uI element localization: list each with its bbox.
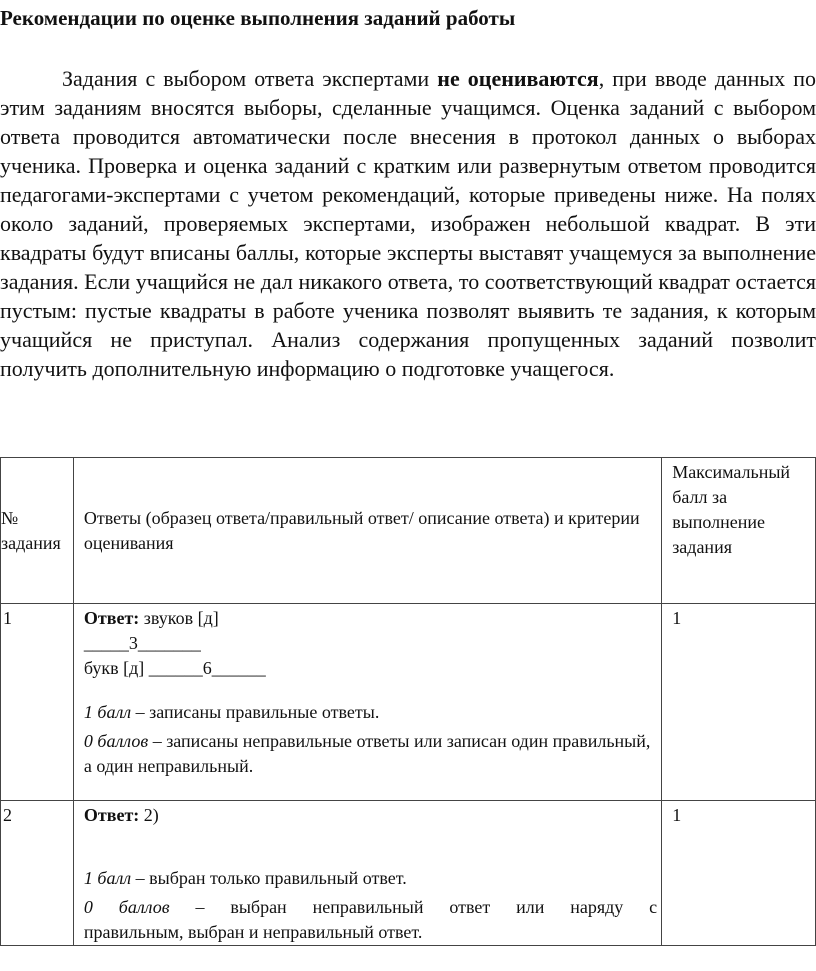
row-num-cell [1,604,74,801]
header-max-cell [662,458,816,604]
criterion-2-score: 0 баллов [83,897,170,917]
row-max-cell [662,604,816,801]
answer-line-3: букв [д] ______6______ [83,658,266,678]
criterion-1-score: 1 балл [83,702,132,722]
table-row [1,604,816,801]
row-num: 2 [3,805,12,825]
row-answer-cell [73,801,661,946]
header-answers-cell [73,458,661,604]
page-title: Рекомендации по оценке выполнения заданий работы [0,6,516,30]
criterion-2 [84,891,657,920]
row-max-score: 1 [672,805,682,825]
criteria-table [0,457,816,946]
answer-line-2: _____3_______ [83,633,201,653]
criterion-2 [84,725,657,779]
table-row [1,801,816,946]
row-answer-cell [73,604,661,801]
header-answers-label: Ответы (образец ответа/правильный ответ/ описание ответа) и критерии оценивания [83,507,640,553]
answer-line [84,803,657,828]
intro-text-1: Задания с выбором ответа экспертами [62,66,438,91]
header-num-label: задания [1,532,61,553]
answer-value: звуков [д] [139,608,219,628]
row-num: 1 [3,608,12,628]
intro-text-2: , при вводе данных по этим заданиям вносятся выборы, сделанные учащимся. Оценка заданий с выбором ответа проводится автоматически после внесения в протокол данных о выборах ученика. Проверка и оценка заданий с кратким или развернутым ответом проводится педагогами-экспертами с учетом рекомендаций, которые приведены ниже. На полях около заданий, проверяемых экспертами, изображен небольшой квадрат. В эти квадраты будут вписаны баллы, которые эксперты выставят учащемуся за выполнение задания. Если учащийся не дал никакого ответа, то соответствующий квадрат остается пустым: пустые квадраты в работе ученика позволят выявить те задания, к которым учащийся не приступал. Анализ содержания пропущенных заданий позволит получить дополнительную информацию о подготовке учащегося. [0,66,816,381]
criterion-2-text: – записаны неправильные ответы или записан один правильный, а один неправильный. [83,731,651,776]
criterion-2-continued: правильным, выбран и неправильный ответ. [83,922,423,942]
criterion-2-score: 0 баллов [83,731,149,751]
answer-line [84,606,657,631]
intro-bold-text: не оцениваются [437,66,599,91]
intro-paragraph [0,64,816,383]
header-num-cell [1,458,74,604]
criterion-1 [84,866,657,891]
header-max-label: Максимальный балл за выполнение задания [672,462,791,557]
row-max-cell [662,801,816,946]
criterion-1-text: – записаны правильные ответы. [131,702,380,722]
row-num-cell [1,801,74,946]
criterion-1 [84,700,657,725]
criterion-1-score: 1 балл [83,868,132,888]
answer-label: Ответ: [83,608,140,628]
row-max-score: 1 [672,608,682,628]
answer-value: 2) [139,805,159,825]
criterion-1-text: – выбран только правильный ответ. [131,868,407,888]
table-header-row [1,458,816,604]
header-num-symbol: № [1,507,19,528]
criterion-2-text: – выбран неправильный ответ или наряду с [169,897,658,917]
answer-label: Ответ: [83,805,140,825]
